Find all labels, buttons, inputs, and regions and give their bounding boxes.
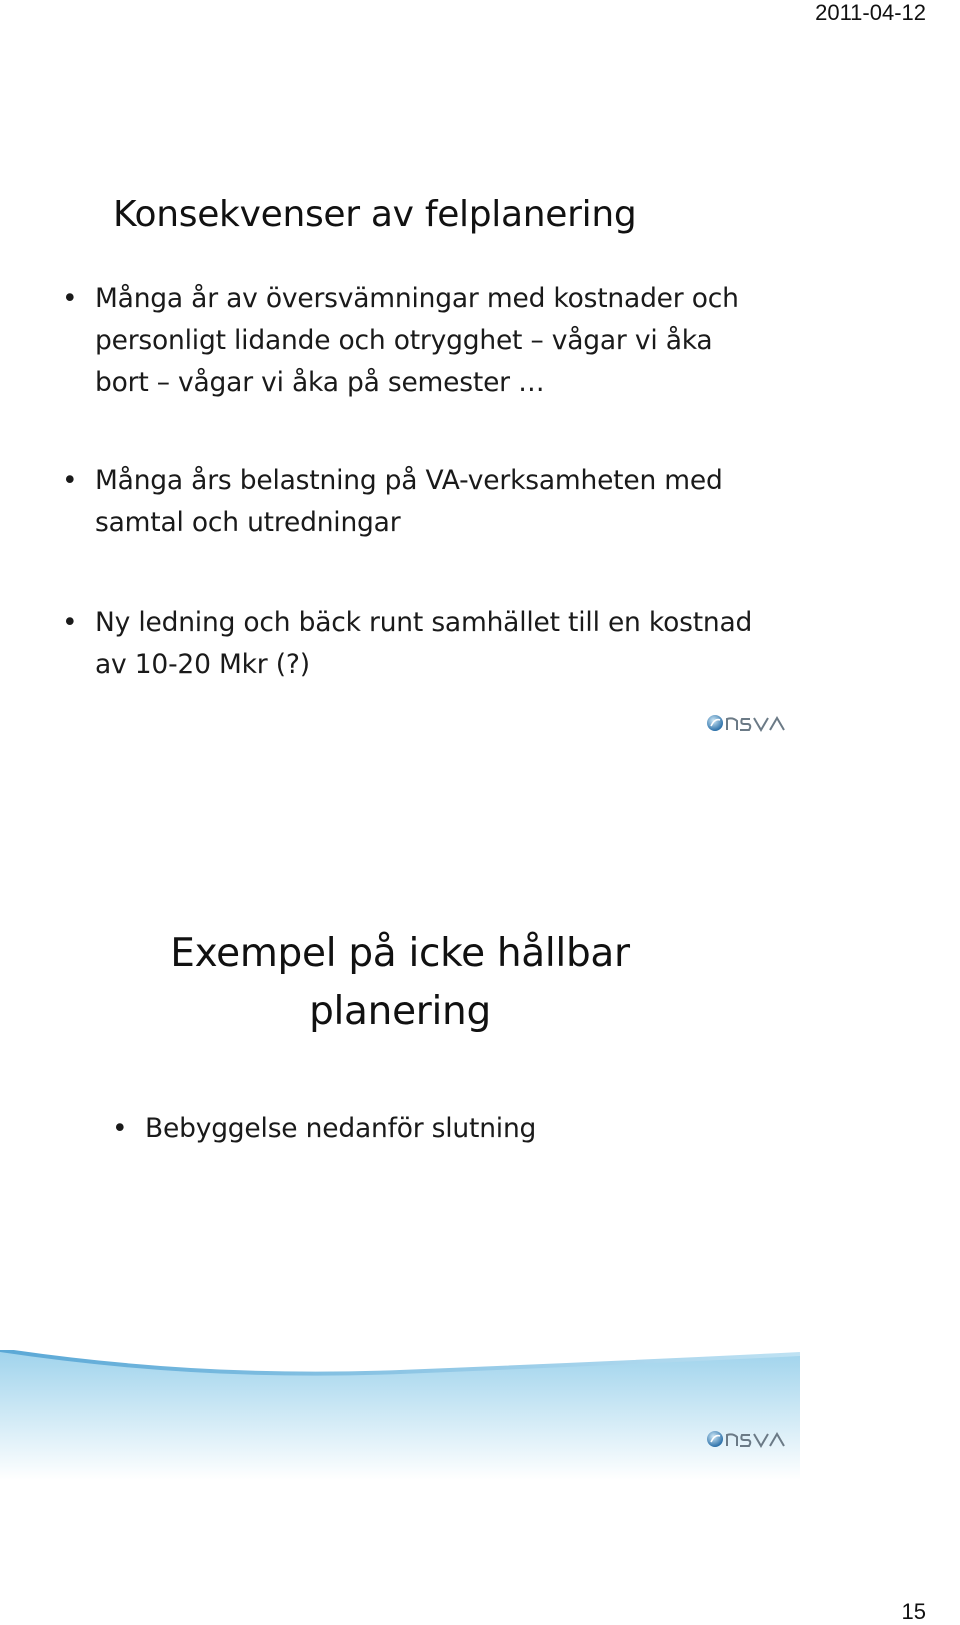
bullet-item: • Ny ledning och bäck runt samhället till en kostnad av 10-20 Mkr (?) [62,602,762,686]
nsva-logo-icon [706,1428,788,1450]
slide-title: Exempel på icke hållbar planering [170,931,630,1034]
slide-2 [0,880,800,1480]
wave-decoration-icon [0,1350,800,1480]
slide-1 [0,150,800,750]
page-date: 2011-04-12 [815,0,926,25]
slide-title: Konsekvenser av felplanering [113,194,637,235]
bullet-list [62,278,762,742]
bullet-item: • Bebyggelse nedanför slutning [112,1108,732,1150]
bullet-item: • Många år av översvämningar med kostnader och personligt lidande och otrygghet – vågar vi åka bort – vågar vi åka på semester … [62,278,762,404]
nsva-logo-icon [706,712,788,734]
bullet-list [112,1108,732,1206]
bullet-item: • Många års belastning på VA-verksamheten med samtal och utredningar [62,460,762,544]
page-number: 15 [901,1599,926,1624]
